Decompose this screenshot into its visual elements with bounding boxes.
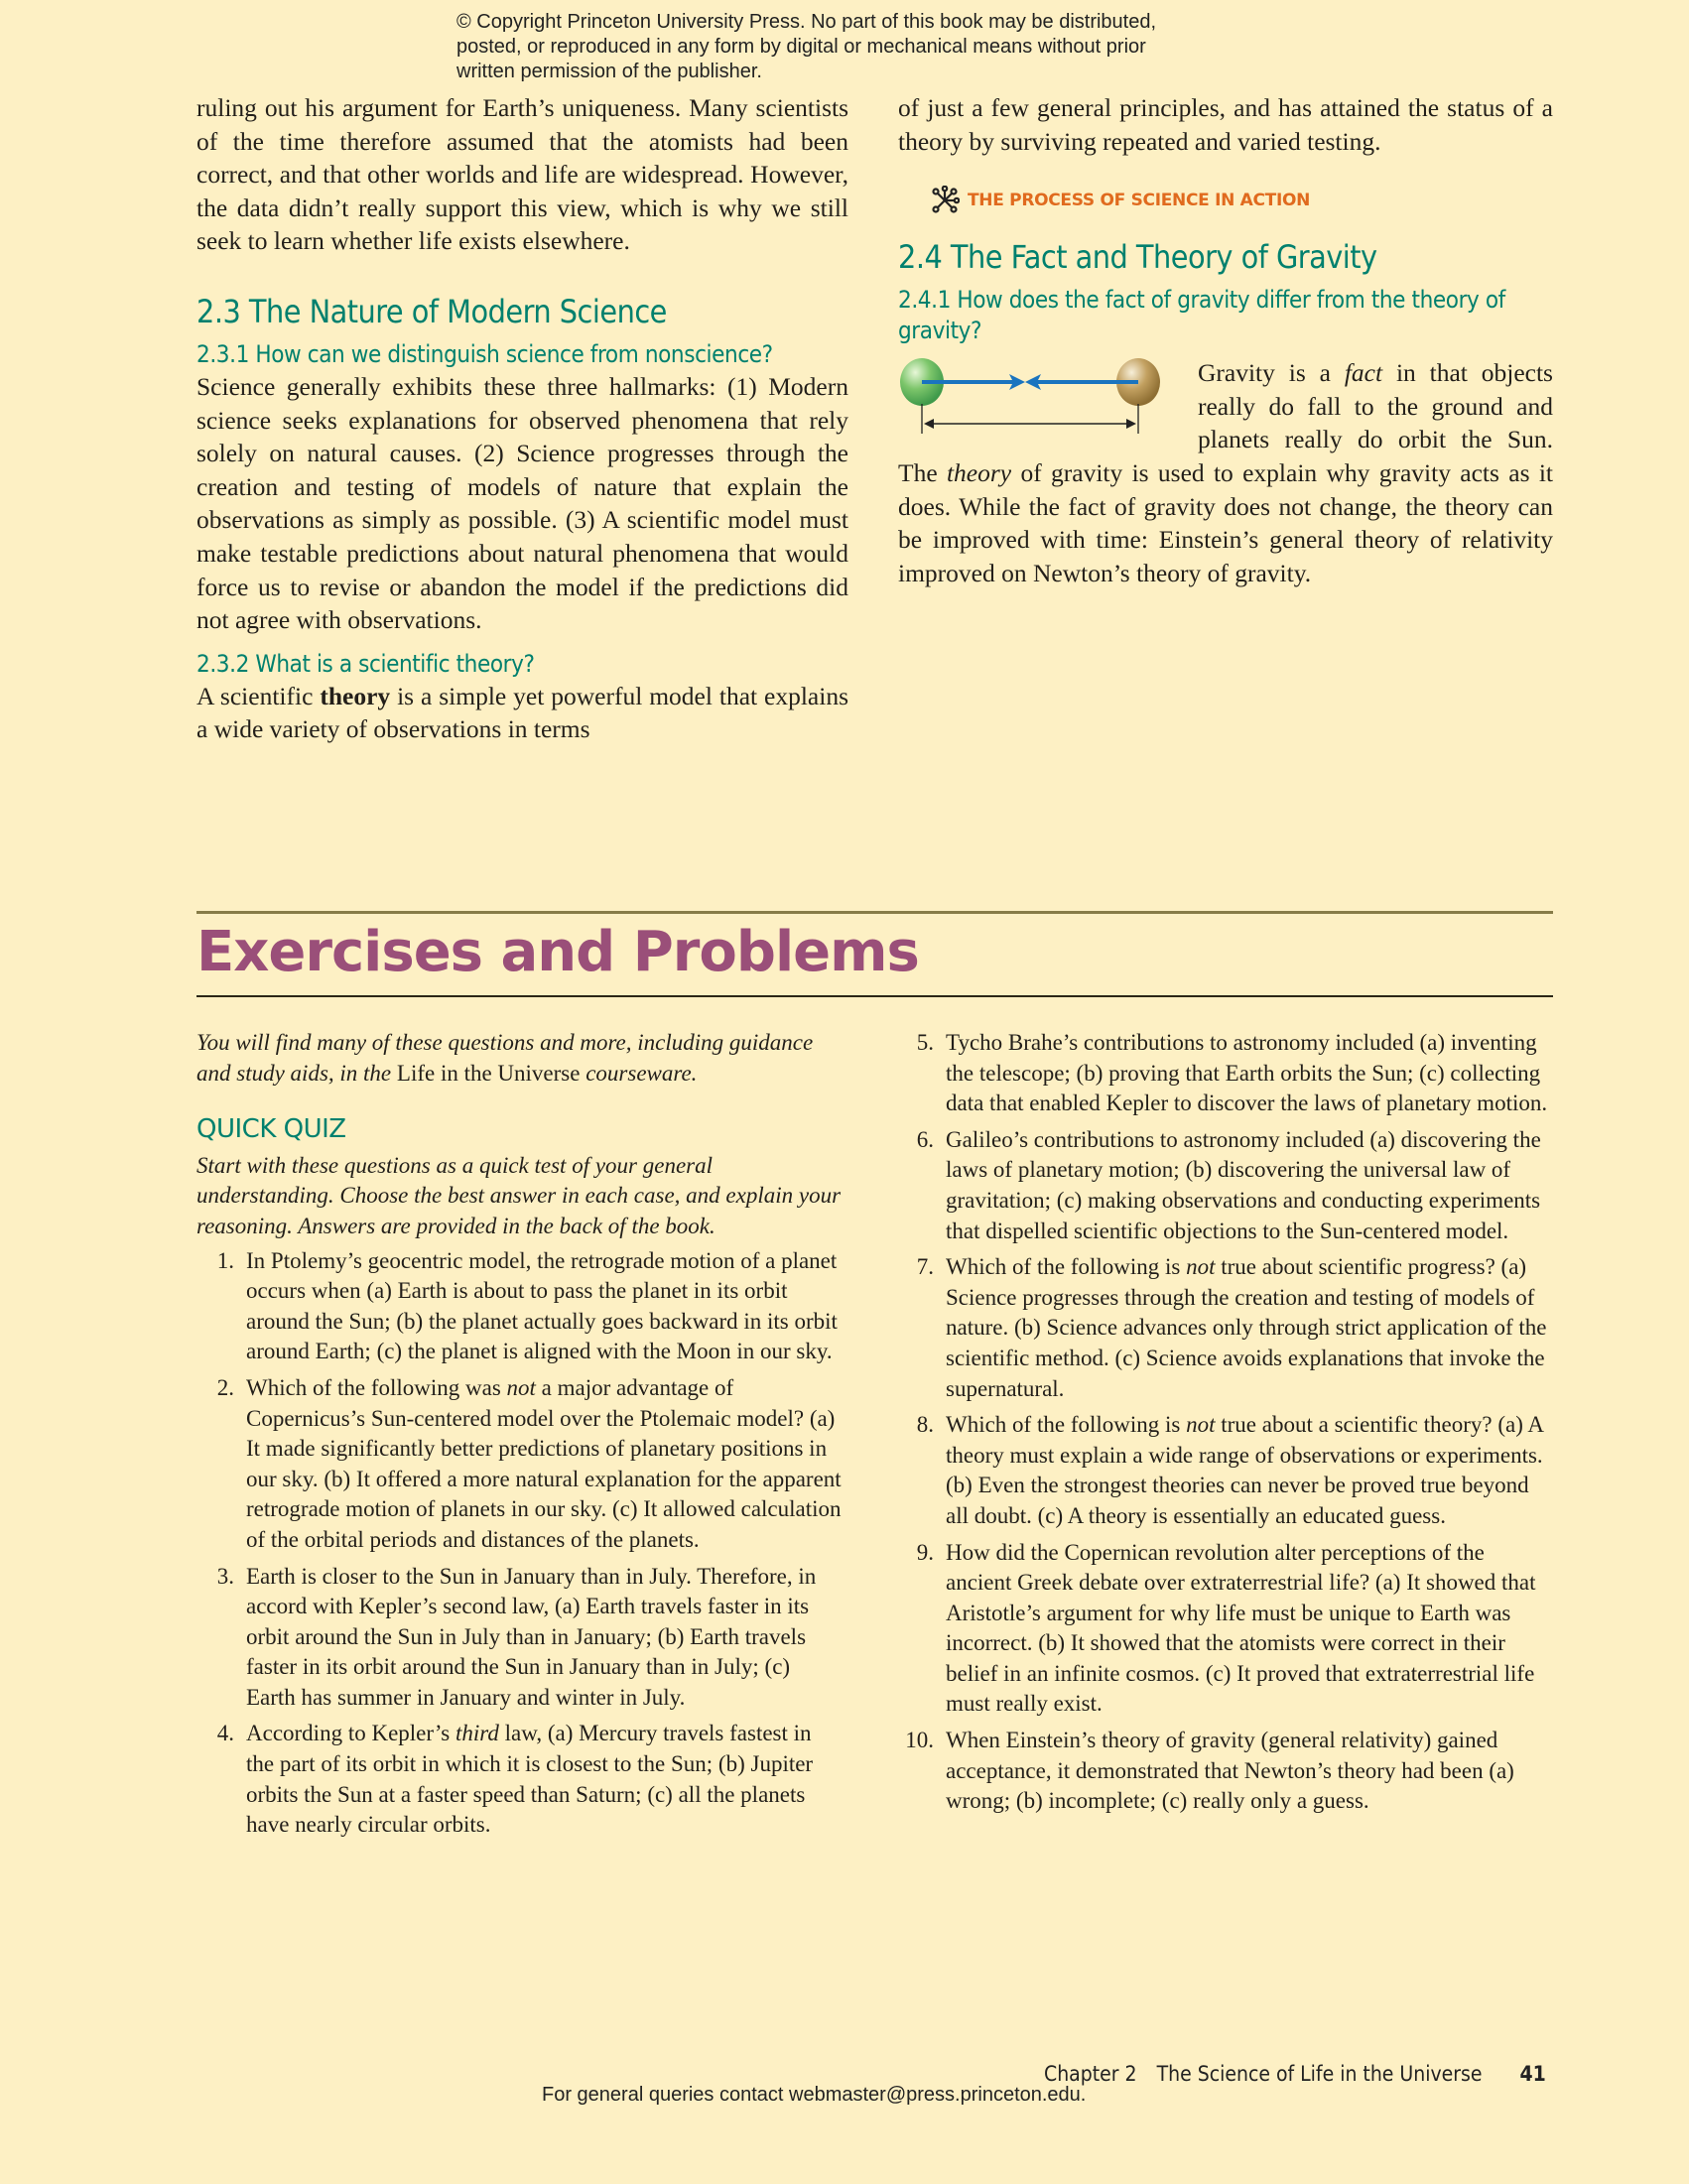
quiz-item-number: 8. <box>916 1412 934 1438</box>
exercises-title: Exercises and Problems <box>196 920 919 984</box>
exercises-intro <box>196 1028 842 1089</box>
text-segment: Tycho Brahe’s contributions to astronomy included (a) inventing the telescope; (b) proving that Earth orbits the Sun; (c) collecting data that enabled Kepler to discover the laws of planetary motion. <box>946 1030 1548 1116</box>
text-segment: theory <box>946 457 1012 487</box>
text-segment: third <box>455 1721 499 1746</box>
section-heading-2-3: 2.3 The Nature of Modern Science <box>196 292 667 330</box>
text-segment: of gravity is used to explain why gravity acts as it does. While the fact of gravity does not change, the theory can be improved with time: Einstein’s general theory of relativity improved on Newton’s theory of gravity. <box>898 457 1553 587</box>
quiz-item <box>896 1538 1551 1721</box>
exercises-right-column <box>896 1028 1551 1823</box>
gravity-diagram <box>896 356 1184 446</box>
text-segment: a major advantage of Copernicus’s Sun-centered model over the Ptolemaic model? (a) It made significantly better predictions of planetary positions in our sky. (b) It offered a more natural explanation for the apparent retrograde motion of planets in our sky. (c) It allowed calculation of the orbital periods and distances of the planets. <box>246 1374 842 1552</box>
text-segment: in that objects really do fall to the ground and planets really do orbit the Sun. The <box>898 358 1553 487</box>
text-segment: courseware. <box>580 1060 698 1086</box>
text-segment: According to Kepler’s <box>246 1721 455 1746</box>
quiz-item-number: 5. <box>916 1030 934 1055</box>
page-number: 41 <box>1519 2062 1546 2086</box>
text-segment: You will find many of these questions and more, including guidance and study aids, in the <box>196 1030 814 1086</box>
text-segment: true about a scientific theory? (a) A theory must explain a wide range of observations or experiments. (b) Even the strongest theories can never be proved true beyond all doubt. (c) A theory is essentially an educated guess. <box>946 1412 1543 1528</box>
copyright-notice: © Copyright Princeton University Press. No part of this book may be distributed, posted, or reproduced in any form by digital or mechanical means without prior written permission of the publisher. <box>456 11 1157 82</box>
text-segment: not <box>1186 1412 1216 1438</box>
text-segment: Galileo’s contributions to astronomy included (a) discovering the laws of planetary motion; (b) discovering the universal law of gravitation; (c) making observations and conducting experiments that dispelled scientific objections to the Sun-centered model. <box>946 1126 1541 1243</box>
quiz-item-text <box>246 1721 813 1837</box>
quiz-item <box>896 1726 1551 1817</box>
text-segment: Which of the following is <box>946 1412 1187 1438</box>
text-segment: fact <box>1344 358 1383 388</box>
subsection-heading-2-4-1: 2.4.1 How does the fact of gravity differ from the theory of gravity? <box>898 286 1505 345</box>
text-segment: law, (a) Mercury travels fastest in the part of its orbit in which it is closest to the Sun; (b) Jupiter orbits the Sun at a faster speed than Saturn; (c) all the planets have nearly circular orbits. <box>246 1721 814 1838</box>
left-column <box>196 91 848 746</box>
quick-quiz-intro <box>196 1151 842 1242</box>
quiz-item-text <box>946 1030 1547 1115</box>
paragraph-continued <box>898 91 1553 158</box>
process-of-science-label: THE PROCESS OF SCIENCE IN ACTION <box>968 191 1311 211</box>
quiz-item <box>196 1246 842 1367</box>
quiz-item-number: 10. <box>905 1728 934 1753</box>
quiz-item-text <box>246 1248 838 1364</box>
paragraph-intro <box>196 91 848 258</box>
text-segment: Earth is closer to the Sun in January than in July. Therefore, in accord with Kepler’s second law, (a) Earth travels faster in its orbit around the Sun in July than in January; (b) Earth travels faster in its orbit around the Sun in January than in July; (c) Earth has summer in January and winter in July. <box>246 1563 817 1710</box>
exercises-left-column <box>196 1028 842 1847</box>
text-segment: not <box>1186 1254 1216 1280</box>
section-rule-bottom <box>196 995 1553 997</box>
quiz-item <box>896 1028 1551 1119</box>
section-heading-2-4: 2.4 The Fact and Theory of Gravity <box>898 238 1377 277</box>
quiz-list-right <box>896 1028 1551 1817</box>
text-segment: Science generally exhibits these three hallmarks: (1) Modern science seeks explanations for observed phenomena that rely solely on natural causes. (2) Science progresses through the creation and testing of models of nature that explain the observations as simply as possible. (3) A scientific model must make testable predictions about natural phenomena that would force us to revise or abandon the model if the predictions did not agree with observations. <box>196 371 848 635</box>
right-column <box>898 91 1553 589</box>
text-segment: When Einstein’s theory of gravity (general relativity) gained acceptance, it demonstrated that Newton’s theory had been (a) wrong; (b) incomplete; (c) really only a guess. <box>946 1728 1514 1814</box>
quiz-item-number: 4. <box>216 1721 234 1746</box>
quiz-item <box>896 1252 1551 1404</box>
quiz-item-text <box>946 1412 1543 1528</box>
molecule-icon <box>930 186 960 215</box>
quiz-list-left <box>196 1246 842 1841</box>
footer-chapter: Chapter 2 <box>1044 2062 1137 2086</box>
text-segment: ruling out his argument for Earth’s uniqueness. Many scientists of the time therefore assumed that the atomists had been correct, and that other worlds and life are widespread. However, the data didn’t really support this view, which is why we still seek to learn whether life exists elsewhere. <box>196 93 848 256</box>
subsection-heading-2-3-2: 2.3.2 What is a scientific theory? <box>196 649 535 678</box>
text-segment: Start with these questions as a quick test of your general understanding. Choose the best answer in each case, and explain your reasoning. Answers are provided in the back of the book. <box>196 1152 842 1238</box>
subsection-heading-2-3-1: 2.3.1 How can we distinguish science from nonscience? <box>196 339 773 368</box>
quiz-item <box>196 1562 842 1714</box>
text-segment: Gravity is a <box>1198 358 1345 388</box>
quiz-item-number: 1. <box>216 1247 234 1273</box>
quiz-item-text <box>946 1728 1514 1813</box>
quiz-item-text <box>946 1254 1546 1400</box>
contact-notice: For general queries contact webmaster@press.princeton.edu. <box>542 2084 1087 2106</box>
section-rule-top <box>196 911 1553 914</box>
quiz-item-number: 7. <box>916 1254 934 1280</box>
text-segment: of just a few general principles, and has attained the status of a theory by surviving repeated and varied testing. <box>898 93 1553 156</box>
text-segment: How did the Copernican revolution alter perceptions of the ancient Greek debate over extraterrestrial life? (a) It showed that Aristotle’s argument for why life must be unique to Earth was incorrect. (b) It showed that the atomists were correct in their belief in an infinite cosmos. (c) It proved that extraterrestrial life must really exist. <box>946 1539 1536 1717</box>
text-segment: A scientific <box>196 681 321 710</box>
quiz-item-text <box>246 1375 842 1552</box>
text-segment: theory <box>320 681 391 710</box>
text-segment: Which of the following is <box>946 1254 1187 1280</box>
text-segment: true about scientific progress? (a) Science progresses through the creation and testing of models of nature. (b) Science advances only through strict application of the scientific method. (c) Science avoids explanations that invoke the supernatural. <box>946 1254 1547 1401</box>
quiz-item-text <box>946 1540 1536 1717</box>
quiz-item <box>196 1373 842 1556</box>
quiz-item-number: 2. <box>216 1374 234 1400</box>
quiz-item-number: 3. <box>216 1563 234 1589</box>
text-segment: Which of the following was <box>246 1374 507 1400</box>
process-label-row <box>930 186 1553 215</box>
text-segment: is a simple yet powerful model that explains a wide variety of observations in terms <box>196 681 849 744</box>
quick-quiz-title: QUICK QUIZ <box>196 1114 346 1145</box>
running-footer <box>1044 2062 1546 2086</box>
quiz-item <box>896 1410 1551 1531</box>
quiz-item-number: 9. <box>916 1539 934 1565</box>
text-segment: not <box>506 1374 536 1400</box>
paragraph-2-3-1 <box>196 370 848 637</box>
quiz-item <box>896 1125 1551 1246</box>
quiz-item <box>196 1719 842 1840</box>
quiz-item-text <box>246 1564 816 1710</box>
footer-chapter-title: The Science of Life in the Universe <box>1156 2062 1483 2086</box>
text-segment: Life in the Universe <box>396 1060 581 1086</box>
quiz-item-number: 6. <box>916 1126 934 1152</box>
paragraph-2-3-2 <box>196 680 848 746</box>
text-segment: In Ptolemy’s geocentric model, the retrograde motion of a planet occurs when (a) Earth is about to pass the planet in its orbit around the Sun; (b) the planet actually goes backward in its orbit around Earth; (c) the planet is aligned with the Moon in our sky. <box>246 1247 838 1364</box>
quiz-item-text <box>946 1127 1541 1243</box>
